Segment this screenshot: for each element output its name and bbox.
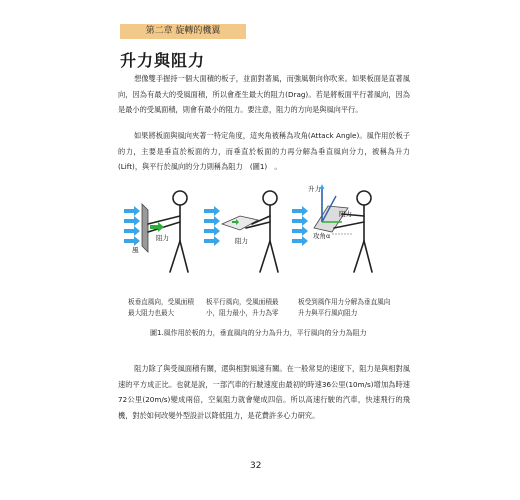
paragraph-1 bbox=[118, 71, 410, 118]
page-number: 32 bbox=[250, 461, 262, 471]
figure-caption-panel-2: 板平行風向，受風面積最小，阻力最小，升力為零 bbox=[206, 298, 279, 317]
person-icon bbox=[246, 191, 278, 272]
figure-panel-2 bbox=[204, 191, 278, 272]
board-icon bbox=[142, 204, 148, 252]
figure-panel-3 bbox=[292, 184, 372, 272]
paragraph-1-text: 想像雙手握持一個大面積的板子，並面對著風，而強風朝向你吹來。如果板面是直著風向，因為有最大的受風面積，所以會產生最大的阻力(Drag)。若是將板面平行著風向，因為是最小的受風面積，則會有最小的阻力。要注意，阻力的方向是與風向平行。 bbox=[118, 74, 410, 114]
figure-caption: 圖1.風作用於板的力，垂直風向的分力為升力，平行風向的分力為阻力 bbox=[150, 329, 367, 337]
person-icon bbox=[334, 191, 372, 272]
figure-illustration bbox=[118, 176, 408, 294]
wind-arrows-icon bbox=[292, 206, 308, 246]
figure-panel-1 bbox=[124, 191, 188, 272]
attack-angle-label: 攻角α bbox=[313, 232, 331, 240]
wind-label: 風 bbox=[132, 246, 139, 254]
paragraph-3-text: 阻力除了與受風面積有關，還與相對風速有關。在一般常見的速度下，阻力是與相對風速的平方成正比。也就是說，一部汽車的行駛速度由最初的時速36公里(10m/s)增加為時速72公里(20m/s)變成兩倍，空氣阻力就會變成四倍。所以高速行駛的汽車，快速飛行的飛機，對於如何改變外型設計以降低阻力，是花費許多心力研究。 bbox=[118, 364, 410, 420]
lift-label: 升力 bbox=[308, 185, 321, 193]
figure-caption-panel-1: 板垂直風向，受風面積最大阻力也最大 bbox=[128, 298, 194, 317]
paragraph-3 bbox=[118, 361, 410, 423]
wind-arrows-icon bbox=[124, 206, 140, 246]
wind-arrows-icon bbox=[204, 206, 220, 246]
chapter-tag: 第二章 旋轉的機翼 bbox=[120, 24, 246, 39]
drag-label-2: 阻力 bbox=[235, 237, 248, 245]
drag-label-3: 阻力 bbox=[339, 210, 352, 218]
paragraph-2 bbox=[118, 128, 410, 175]
person-icon bbox=[148, 191, 188, 272]
drag-label-1: 阻力 bbox=[156, 234, 169, 242]
paragraph-2-text: 如果將板面與風向夾著一特定角度，這夾角被稱為攻角(Attack Angle)。風作用於板子的力，主要是垂直於板面的力，而垂直於板面的力再分解為垂直風向分力，被稱為升力(Lift)，與平行於風向的分力則稱為阻力 (圖1) 。 bbox=[118, 131, 410, 171]
figure-caption-panel-3: 板受到風作用力分解為垂直風向升力與平行風向阻力 bbox=[298, 298, 391, 317]
section-title: 升力與阻力 bbox=[120, 51, 206, 70]
